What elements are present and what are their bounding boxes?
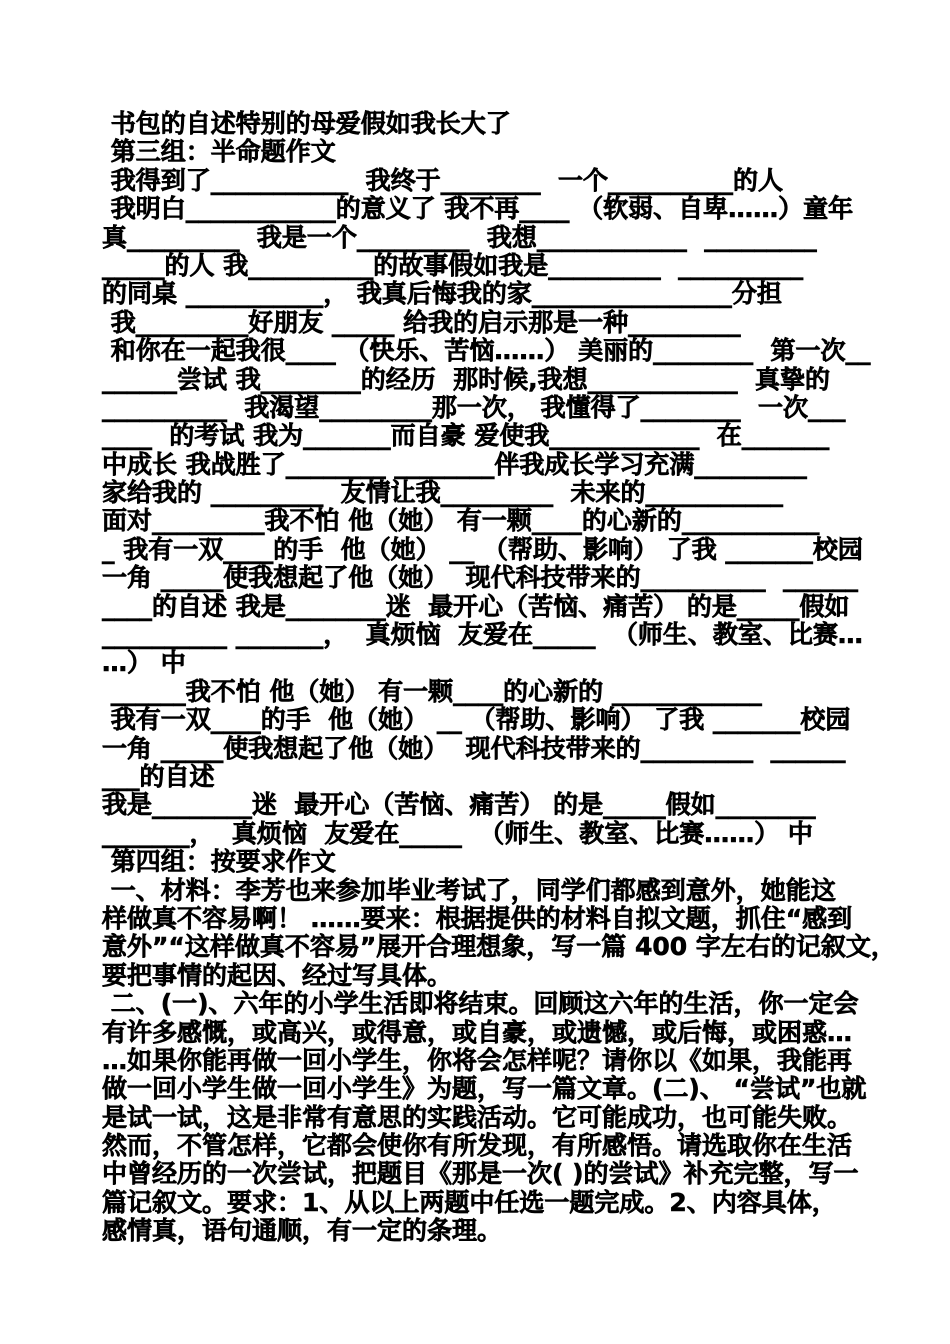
text-line: ______我不怕 他（她） 有一颗____的心新的 ____________ xyxy=(102,676,762,706)
text-line: ____的自述 我是________迷 最开心（苦恼、痛苦） 的是_____假如 xyxy=(102,591,850,621)
text-line: 篇记叙文。要求：1、从以上两题中任选一题完成。2、内容具体， xyxy=(102,1187,837,1217)
text-line: 感情真，语句通顺，有一定的条理。 xyxy=(102,1216,503,1246)
text-line: 第四组：按要求作文 xyxy=(102,847,336,877)
text-line: _ 我有一双____的手 他（她） __ （帮助、影响） 了我 _______校园 xyxy=(102,534,863,564)
text-line: 一角 _____使我想起了他（她） 现代科技带来的_________ ______ xyxy=(102,733,846,763)
document-text xyxy=(102,109,896,1246)
text-line: __________ _______， 真烦恼 友爱在_____ （师生、教室、比赛… xyxy=(102,620,863,650)
text-line: 二、(一)、六年的小学生活即将结束。回顾这六年的生活，你一定会 xyxy=(102,989,859,1019)
text-line: 一角 _____使我想起了他（她） 现代科技带来的__________ ______ xyxy=(102,563,859,593)
text-line: 做一回小学生做一回小学生》为题，写一篇文章。(二)、 “尝试”也就 xyxy=(102,1074,867,1104)
text-line: 的同桌 ___________， 我真后悔我的家________________分担 xyxy=(102,279,782,309)
text-line: 和你在一起我很____ （快乐、苦恼……） 美丽的________ 第一次__ xyxy=(102,336,871,366)
text-line: 我有一双____的手 他（她） __ （帮助、影响） 了我 _______校园 xyxy=(102,705,851,735)
text-line: 我_________好朋友 _____ 给我的启示那是一种_________ xyxy=(102,307,741,337)
text-line: 我明白____________的意义了 我不再____ （软弱、自卑……）童年 xyxy=(102,194,854,224)
text-line: ___的自述 xyxy=(102,761,215,791)
text-line: 有许多感慨，或高兴，或得意，或自豪，或遗憾，或后悔，或困惑… xyxy=(102,1017,853,1047)
text-line: 意外”“这样做真不容易”展开合理想象，写一篇 400 字左右的记叙文， xyxy=(102,932,896,962)
text-line: 面对_________我不怕 他（她） 有一颗____的心新的___________ xyxy=(102,506,820,536)
text-line: 中曾经历的一次尝试，把题目《那是一次( )的尝试》补充完整，写一 xyxy=(102,1159,859,1189)
text-line: 要把事情的起因、经过写具体。 xyxy=(102,960,453,990)
text-line: 我得到了___________ 我终于________ 一个__________的人 xyxy=(102,165,784,195)
text-line: 然而，不管怎样，它都会使你有所发现，有所感悟。请选取你在生活 xyxy=(102,1131,853,1161)
text-line: …） 中 xyxy=(102,648,186,678)
text-line: 我是________迷 最开心（苦恼、痛苦） 的是_____假如________ xyxy=(102,790,816,820)
text-line: …如果你能再做一回小学生，你将会怎样呢？请你以《如果，我能再 xyxy=(102,1045,853,1075)
text-line: 样做真不容易啊！ ……要来：根据提供的材料自拟文题，抓住“感到 xyxy=(102,903,853,933)
text-line: ____ 的考试 我为_______而自豪 爱使我____________ 在_______ xyxy=(102,421,830,451)
text-line: 是试一试，这是非常有意思的实践活动。它可能成功，也可能失败。 xyxy=(102,1102,853,1132)
text-line: 第三组：半命题作文 xyxy=(102,137,336,167)
text-line: _____的人 我__________的故事假如我是_________ __________ xyxy=(102,250,804,280)
text-line: 书包的自述特别的母爱假如我长大了 xyxy=(102,109,511,138)
text-line: __________ 我渴望_________那一次， 我懂得了________ 一次___ xyxy=(102,392,846,422)
text-line: 一、材料：李芳也来参加毕业考试了，同学们都感到意外，她能这 xyxy=(102,875,836,905)
text-line: ______尝试 我________的经历 那时候,我想____________ 真挚的 xyxy=(102,364,831,394)
text-line: 真_________ 我是一个_________ 我想____________ _________ xyxy=(102,222,817,252)
text-line: _______， 真烦恼 友爱在_____ （师生、教室、比赛……） 中 xyxy=(102,818,813,848)
text-line: 中成长 我战胜了________ ________伴我成长学习充满_________ xyxy=(102,449,807,479)
text-line: 家给我的 _________ 友情让我_________ 未来的___________ xyxy=(102,478,784,508)
